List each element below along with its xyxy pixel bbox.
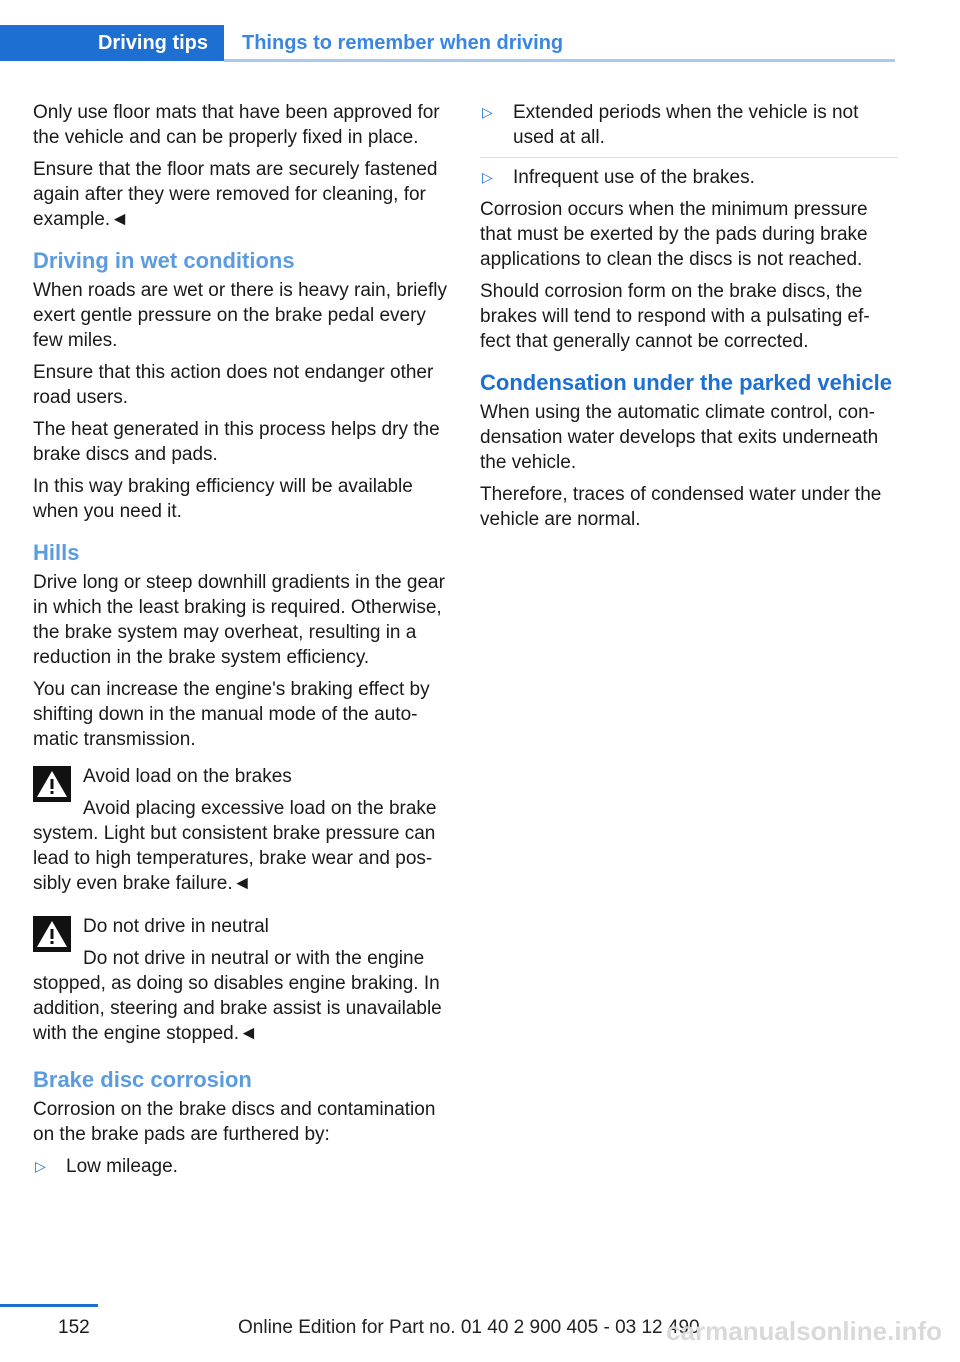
- warning-block: [33, 914, 449, 1046]
- list-item-text: Extended periods when the vehicle is not used at all.: [513, 102, 859, 148]
- warning-body: Avoid placing excessive load on the brake system. Light but consistent brake pressure can lead to high temperatures, brake wear and pos‐sibly even brake failure.◄: [33, 798, 437, 894]
- warning-block: [33, 764, 449, 896]
- list-item: [480, 100, 898, 150]
- paragraph: Drive long or steep downhill gradients in the gear in which the least braking is required. Otherwise, the brake system may overheat, resulting in a reduction in the brake system efficiency.: [33, 572, 445, 668]
- list-divider: [480, 157, 898, 158]
- warning-body: Do not drive in neutral or with the engine stopped, as doing so disables engine braking. In addition, steering and brake assist is unavailable with the engine stopped.◄: [33, 948, 442, 1044]
- list-item-text: Infrequent use of the brakes.: [513, 167, 755, 188]
- heading-brake-disc-corrosion: Brake disc corrosion: [33, 1067, 252, 1092]
- paragraph: Ensure that this action does not endanger other road users.: [33, 362, 434, 408]
- header-rule: [224, 59, 895, 62]
- list-item: [33, 1154, 449, 1179]
- paragraph: Ensure that the floor mats are securely fastened again after they were removed for cleaning, for example.◄: [33, 159, 438, 230]
- bullet-triangle-icon: ▷: [482, 104, 493, 120]
- edition-footer: Online Edition for Part no. 01 40 2 900 405 - 03 12 490: [238, 1317, 700, 1338]
- paragraph: In this way braking efficiency will be available when you need it.: [33, 476, 413, 522]
- warning-title: Do not drive in neutral: [83, 916, 269, 937]
- paragraph: When roads are wet or there is heavy rain, briefly exert gentle pressure on the brake pedal every few miles.: [33, 280, 447, 351]
- list-item-text: Low mileage.: [66, 1156, 178, 1177]
- paragraph: You can increase the engine's braking effect by shifting down in the manual mode of the auto‐matic transmission.: [33, 679, 430, 750]
- heading-wet-conditions: Driving in wet conditions: [33, 248, 295, 273]
- page-number: 152: [58, 1317, 90, 1338]
- paragraph: Corrosion occurs when the minimum pressure that must be exerted by the pads during brake applications to clean the discs is not reached.: [480, 199, 868, 270]
- bullet-triangle-icon: ▷: [482, 169, 493, 185]
- paragraph: Therefore, traces of condensed water under the vehicle are normal.: [480, 484, 882, 530]
- warning-title: Avoid load on the brakes: [83, 766, 292, 787]
- paragraph: Only use floor mats that have been approved for the vehicle and can be properly fixed in place.: [33, 102, 440, 148]
- paragraph: When using the automatic climate control, con‐densation water develops that exits underneath the vehicle.: [480, 402, 879, 473]
- section-tab: Driving tips: [0, 25, 224, 61]
- right-column: [480, 100, 898, 539]
- warning-icon: [33, 916, 71, 952]
- list-item: [480, 165, 898, 190]
- paragraph: Corrosion on the brake discs and contamination on the brake pads are furthered by:: [33, 1099, 436, 1145]
- paragraph: Should corrosion form on the brake discs, the brakes will tend to respond with a pulsating ef‐fect that generally cannot be corrected.: [480, 281, 870, 352]
- page-number-rule: [0, 1304, 98, 1307]
- heading-hills: Hills: [33, 540, 80, 565]
- chapter-title: Things to remember when driving: [242, 31, 564, 54]
- heading-condensation: Condensation under the parked vehicle: [480, 370, 892, 395]
- paragraph: The heat generated in this process helps dry the brake discs and pads.: [33, 419, 440, 465]
- page-header: [0, 0, 895, 62]
- warning-icon: [33, 766, 71, 802]
- bullet-triangle-icon: ▷: [35, 1158, 46, 1174]
- left-column: [33, 100, 449, 1186]
- watermark: carmanualsonline.info: [666, 1316, 942, 1346]
